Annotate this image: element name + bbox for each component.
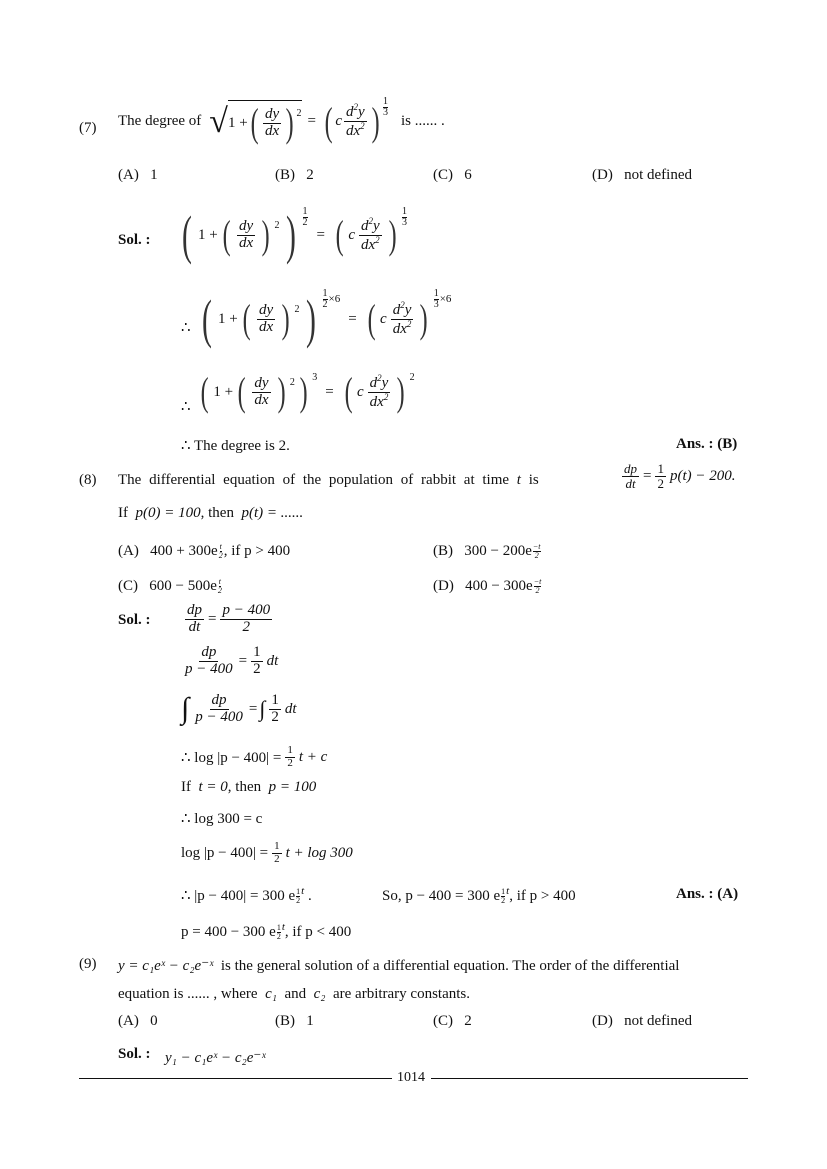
q7-option-c: (C) 6 [433, 167, 472, 183]
q7-therefore-1: ∴ [181, 320, 191, 336]
q8-sol-step2: $\frac{dp}{p - 400}$ = $\frac{1}{2}$ dt [185, 644, 279, 677]
q8-sol-step8: ∴ |p − 400| = 300 e $\frac{1}{2}$ $^t$ . [181, 885, 312, 905]
q8-sol-step7: log |p − 400| = $\frac{1}{2}$ t + log 300 [181, 840, 353, 865]
q9-line1: y = c₁eˣ − c₂e⁻ˣ is the general solution of a differential equation. The order of the differential [118, 958, 680, 974]
q7-sol-step1: ( 1 + ( $\frac{dy}{dx}$ ) 2 ) $\frac{1}{2}$ = ( c $\frac{d^2y}{dx^2}$ ) 1 3 [182, 205, 407, 265]
q8-option-a: (A) 400 + 300e $\frac{t}{2}$ , if p > 400 [118, 542, 291, 560]
q7-option-d: (D) not defined [592, 167, 692, 183]
q7-prefix: The degree of [118, 113, 202, 129]
q7-option-b: (B) 2 [275, 167, 314, 183]
q7-option-a: (A) 1 [118, 167, 158, 183]
q8-sol-step1: $\frac{dp}{dt}$ = $\frac{p - 400}{2}$ [187, 602, 271, 635]
q8-option-d: (D) 400 − 300e $\frac{-t}{2}$ [433, 577, 542, 595]
q7-answer: Ans. : (B) [676, 436, 738, 452]
q8-equation: $\frac{dp}{dt}$ = $\frac{1}{2}$ p(t) − 200. [624, 461, 736, 491]
q8-sol-label: Sol. : [118, 612, 151, 628]
q9-number: (9) [79, 956, 97, 972]
q7-statement [118, 96, 445, 145]
q8-sol-step5: If t = 0, then p = 100 [181, 779, 317, 795]
q8-line1: The differential equation of the population of rabbit at time t is [118, 472, 539, 488]
page-number: 1014 [397, 1070, 425, 1085]
q9-option-c: (C) 2 [433, 1013, 472, 1029]
q9-option-d: (D) not defined [592, 1013, 692, 1029]
footer-rule-right [431, 1078, 748, 1079]
q7-sol-step3: ( 1 + ( $\frac{dy}{dx}$ ) 2 ) 3 = ( c $\frac{d^2y}{dx^2}$ ) 2 [200, 369, 415, 414]
q9-line2: equation is ...... , where c₁ and c₂ are arbitrary constants. [118, 986, 471, 1002]
q8-sol-step6: ∴ log 300 = c [181, 811, 263, 827]
q8-number: (8) [79, 472, 97, 488]
q9-option-a: (A) 0 [118, 1013, 158, 1029]
q7-sol-label: Sol. : [118, 232, 151, 248]
q7-therefore-2: ∴ [181, 399, 191, 415]
q8-option-c: (C) 600 − 500e $\frac{t}{2}$ [118, 577, 222, 595]
q9-sol-label: Sol. : [118, 1046, 151, 1062]
q7-sol-step2: ( 1 + ( $\frac{dy}{dx}$ ) 2 ) 1 2 ×6 = ( c $\frac{d^2y}{dx^2}$ ) 1 3 ×6 [202, 287, 452, 349]
q8-sol-step4: ∴ log |p − 400| = $\frac{1}{2}$ t + c [181, 744, 328, 769]
q7-conclusion: ∴ The degree is 2. [181, 438, 290, 454]
q8-sol-step3: ∫ $\frac{dp}{p - 400}$ = ∫ $\frac{1}{2}$ dt [181, 691, 297, 725]
q8-sol-final: p = 400 − 300 e $\frac{1}{2}$ $^t$, if p < 400 [181, 921, 352, 941]
q8-sol-so: So, p − 400 = 300 e $\frac{1}{2}$ $^t$, if p > 400 [382, 885, 576, 905]
q8-line2: If p(0) = 100, then p(t) = ...... [118, 505, 304, 521]
q7-equation: √ 1 + ( $\frac{dy}{dx}$ ) 2 = ( c $\frac{d^2y}{dx^2}$ ) 1 3 [209, 96, 388, 145]
footer-rule-left [79, 1078, 392, 1079]
q9-sol-eq: y₁ − c₁eˣ − c₂e⁻ˣ [165, 1050, 266, 1066]
q9-option-b: (B) 1 [275, 1013, 314, 1029]
q8-option-b: (B) 300 − 200e $\frac{-t}{2}$ [433, 542, 541, 560]
q7-suffix: is ...... . [400, 113, 445, 129]
q7-number: (7) [79, 120, 97, 136]
q8-answer: Ans. : (A) [676, 886, 739, 902]
